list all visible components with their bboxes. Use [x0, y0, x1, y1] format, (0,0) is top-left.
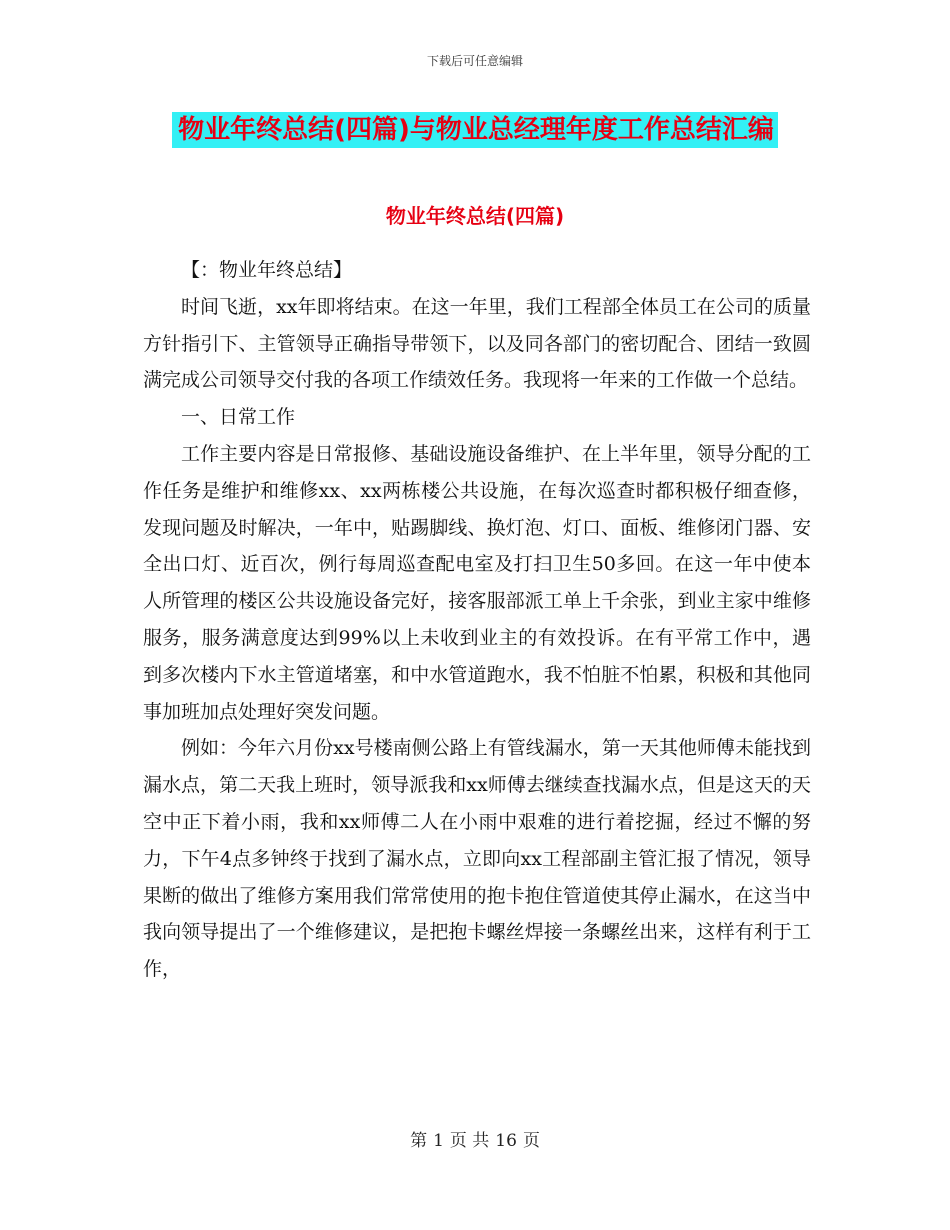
main-title: 物业年终总结(四篇)与物业总经理年度工作总结汇编 [172, 112, 778, 148]
body-paragraph: 时间飞逝，xx年即将结束。在这一年里，我们工程部全体员工在公司的质量方针指引下、主管领导正确指导带领下，以及同各部门的密切配合、团结一致圆满完成公司领导交付我的各项工作绩效任务。我现将一年来的工作做一个总结。 [143, 295, 811, 392]
sub-title: 物业年终总结(四篇) [385, 204, 565, 228]
document-body [143, 252, 811, 988]
footer-prefix: 第 [410, 1131, 428, 1151]
footer-suffix: 页 [522, 1131, 540, 1151]
header-note: 下载后可任意编辑 [426, 54, 523, 68]
main-title-container [0, 112, 950, 148]
section-heading-paragraph: 一、日常工作 [181, 406, 296, 429]
page-footer [0, 1126, 950, 1151]
section-label-paragraph: 【：物业年终总结】 [181, 259, 353, 281]
body-paragraph: 工作主要内容是日常报修、基础设施设备维护、在上半年里，领导分配的工作任务是维护和维修xx、xx两栋楼公共设施，在每次巡查时都积极仔细查修，发现问题及时解决，一年中，贴踢脚线、换灯泡、灯口、面板、维修闭门器、安全出口灯、近百次，例行每周巡查配电室及打扫卫生50多回。在这一年中使本人所管理的楼区公共设施设备完好，接客服部派工单上千余张，到业主家中维修服务，服务满意度达到99%以上未收到业主的有效投诉。在有平常工作中，遇到多次楼内下水主管道堵塞，和中水管道跑水，我不怕脏不怕累，积极和其他同事加班加点处理好突发问题。 [143, 442, 811, 723]
body-paragraph: 例如：今年六月份xx号楼南侧公路上有管线漏水，第一天其他师傅未能找到漏水点，第二天我上班时，领导派我和xx师傅去继续查找漏水点，但是这天的天空中正下着小雨，我和xx师傅二人在小雨中艰难的进行着挖掘，经过不懈的努力，下午4点多钟终于找到了漏水点，立即向xx工程部副主管汇报了情况，领导果断的做出了维修方案用我们常常使用的抱卡抱住管道使其停止漏水，在这当中我向领导提出了一个维修建议，是把抱卡螺丝焊接一条螺丝出来，这样有利于工作， [143, 737, 811, 981]
current-page-number: 1 [433, 1131, 444, 1151]
total-pages-number: 16 [495, 1131, 517, 1151]
footer-middle: 页 共 [449, 1131, 490, 1151]
